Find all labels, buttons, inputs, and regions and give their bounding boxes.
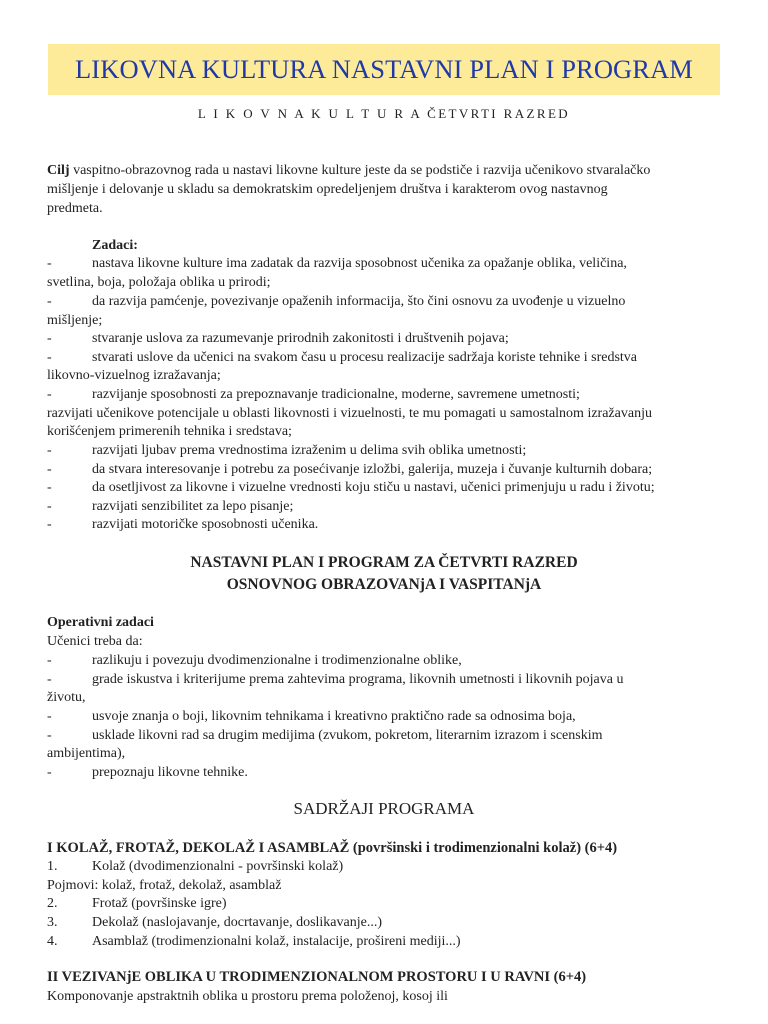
zadaci-item: razvijanje sposobnosti za prepoznavanje tradicionalne, moderne, savremene umetnosti; <box>92 387 580 402</box>
title-banner <box>48 44 720 95</box>
bullet-dash: - <box>47 350 52 365</box>
bullet-dash: - <box>47 480 52 495</box>
operativni-item-cont: životu, <box>47 690 86 705</box>
cilj-line-1: Cilj vaspitno-obrazovnog rada u nastavi likovne kulture jeste da se podstiče i razvija učenikovo stvaralačko <box>47 163 651 178</box>
cilj-line-2: mišljenje i delovanje u skladu sa demokratskim opredeljenjem društva i karakterom ovog nastavnog <box>47 182 608 197</box>
bullet-dash: - <box>47 653 52 668</box>
zadaci-item: da razvija pamćenje, povezivanje opaženih informacija, što čini osnovu za uvođenje u vizuelno <box>92 294 626 309</box>
section-1-item: Asamblaž (trodimenzionalni kolaž, instalacije, prošireni mediji...) <box>92 934 461 949</box>
zadaci-item: stvaranje uslova za razumevanje prirodnih zakonitosti i društvenih pojava; <box>92 331 509 346</box>
section-1-title: I KOLAŽ, FROTAŽ, DEKOLAŽ I ASAMBLAŽ (površinski i trodimenzionalni kolaž) (6+4) <box>47 840 618 856</box>
bullet-dash: - <box>47 728 52 743</box>
bullet-dash: - <box>47 517 52 532</box>
bullet-dash: - <box>47 709 52 724</box>
bullet-dash: - <box>47 387 52 402</box>
bullet-dash: - <box>47 462 52 477</box>
cilj-label: Cilj <box>47 163 70 178</box>
zadaci-item-cont: razvijati učenikove potencijale u oblasti likovnosti i vizuelnosti, te mu pomagati u samostalnom izražavanju <box>47 406 652 421</box>
bullet-dash: - <box>47 499 52 514</box>
zadaci-item-cont: svetlina, boja, položaja oblika u prirodi; <box>47 275 271 290</box>
operativni-item: usvoje znanja o boji, likovnim tehnikama i kreativno praktično rade sa odnosima boja, <box>92 709 576 724</box>
zadaci-heading: Zadaci: <box>92 238 138 253</box>
section-1-pojmovi: Pojmovi: kolaž, frotaž, dekolaž, asamblaž <box>47 878 282 893</box>
bullet-dash: - <box>47 443 52 458</box>
zadaci-item-cont: mišljenje; <box>47 313 103 328</box>
section-1-item: Dekolaž (naslojavanje, docrtavanje, doslikavanje...) <box>92 915 382 930</box>
operativni-intro: Učenici treba da: <box>47 634 143 649</box>
section-1-item: Kolaž (dvodimenzionalni - površinski kolaž) <box>92 859 344 874</box>
list-number: 2. <box>47 896 58 911</box>
subtitle: L I K O V N A K U L T U R A ČETVRTI RAZRED <box>197 106 571 121</box>
plan-heading-line-2: OSNOVNOG OBRAZOVANjA I VASPITANjA <box>226 576 542 593</box>
operativni-item: razlikuju i povezuju dvodimenzionalne i trodimenzionalne oblike, <box>92 653 462 668</box>
zadaci-item: razvijati ljubav prema vrednostima izraženim u delima svih oblika umetnosti; <box>92 443 527 458</box>
sadrzaji-heading: SADRŽAJI PROGRAMA <box>293 799 475 818</box>
zadaci-item: razvijati motoričke sposobnosti učenika. <box>92 517 319 532</box>
bullet-dash: - <box>47 256 52 271</box>
section-2-title: II VEZIVANjE OBLIKA U TRODIMENZIONALNOM PROSTORU I U RAVNI (6+4) <box>47 969 587 985</box>
operativni-item: prepoznaju likovne tehnike. <box>92 765 248 780</box>
page-title: LIKOVNA KULTURA NASTAVNI PLAN I PROGRAM <box>75 54 693 84</box>
section-1-item: Frotaž (površinske igre) <box>92 896 227 911</box>
cilj-line-3: predmeta. <box>47 201 103 216</box>
operativni-item-cont: ambijentima), <box>47 746 126 761</box>
list-number: 3. <box>47 915 58 930</box>
zadaci-item: razvijati senzibilitet za lepo pisanje; <box>92 499 294 514</box>
plan-heading-line-1: NASTAVNI PLAN I PROGRAM ZA ČETVRTI RAZRED <box>190 554 578 571</box>
zadaci-item-cont: korišćenjem primerenih tehnika i sredstava; <box>47 424 292 439</box>
bullet-dash: - <box>47 765 52 780</box>
zadaci-item: nastava likovne kulture ima zadatak da razvija sposobnost učenika za opažanje oblika, veličina, <box>92 256 627 271</box>
bullet-dash: - <box>47 331 52 346</box>
section-2-line: Komponovanje apstraktnih oblika u prostoru prema položenoj, kosoj ili <box>47 989 448 1004</box>
bullet-dash: - <box>47 672 52 687</box>
zadaci-item-cont: likovno-vizuelnog izražavanja; <box>47 368 221 383</box>
zadaci-item: stvarati uslove da učenici na svakom času u procesu realizacije sadržaja koriste tehnike i sredstva <box>92 350 638 365</box>
zadaci-item: da osetljivost za likovne i vizuelne vrednosti koju stiču u nastavi, učenici primenjuju u radu i životu; <box>92 480 655 495</box>
list-number: 4. <box>47 934 58 949</box>
operativni-item: grade iskustva i kriterijume prema zahtevima programa, likovnih umetnosti i likovnih pojava u <box>92 672 624 687</box>
zadaci-item: da stvara interesovanje i potrebu za posećivanje izložbi, galerija, muzeja i čuvanje kulturnih dobara; <box>92 462 653 477</box>
operativni-heading: Operativni zadaci <box>47 615 154 630</box>
list-number: 1. <box>47 859 58 874</box>
bullet-dash: - <box>47 294 52 309</box>
operativni-item: usklade likovni rad sa drugim medijima (zvukom, pokretom, literarnim izrazom i scenskim <box>92 728 603 743</box>
